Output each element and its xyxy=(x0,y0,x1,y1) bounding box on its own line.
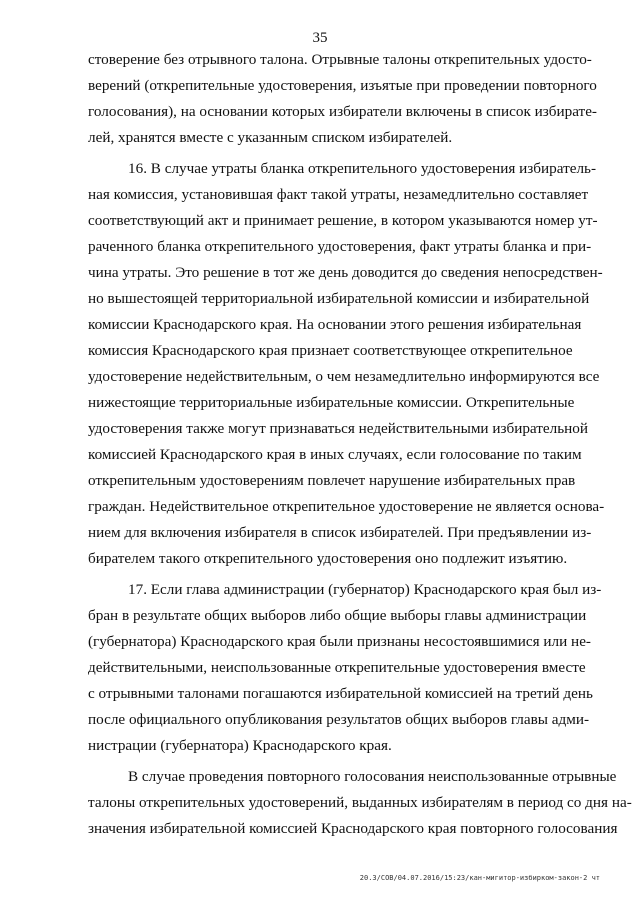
text-line: 16. В случае утраты бланка открепительного удостоверения избиратель- xyxy=(128,160,597,177)
text-line: граждан. Недействительное открепительное удостоверение не является основа- xyxy=(88,498,605,515)
text-line: В случае проведения повторного голосования неиспользованные отрывные xyxy=(128,768,617,785)
text-line: бирателем такого открепительного удостоверения оно подлежит изъятию. xyxy=(88,550,568,567)
text-line: нижестоящие территориальные избирательные комиссии. Открепительные xyxy=(88,394,575,411)
page-number: 35 xyxy=(312,30,328,46)
text-line: бран в результате общих выборов либо общие выборы главы администрации xyxy=(88,607,587,624)
text-line: но вышестоящей территориальной избирательной комиссии и избирательной xyxy=(88,290,590,307)
text-line: голосования), на основании которых избиратели включены в список избирате- xyxy=(88,103,597,120)
text-line: открепительным удостоверениям повлечет нарушение избирательных прав xyxy=(88,472,576,489)
text-line: соответствующий акт и принимает решение, в котором указываются номер ут- xyxy=(88,212,598,229)
text-line: (губернатора) Краснодарского края были признаны несостоявшимися или не- xyxy=(88,633,591,650)
text-line: верений (открепительные удостоверения, изъятые при проведении повторного xyxy=(88,77,597,94)
text-line: после официального опубликования результатов общих выборов главы адми- xyxy=(88,711,590,728)
text-line: нистрации (губернатора) Краснодарского края. xyxy=(88,737,392,754)
footer-code: 20.3/СОВ/04.07.2016/15:23/кан-мигитор-избирком-закон-2 чт xyxy=(359,874,600,882)
text-line: комиссия Краснодарского края признает соответствующее открепительное xyxy=(88,342,573,359)
text-line: нием для включения избирателя в список избирателей. При предъявлении из- xyxy=(88,524,592,541)
text-line: ная комиссия, установившая факт такой утраты, незамедлительно составляет xyxy=(88,186,589,203)
text-line: раченного бланка открепительного удостоверения, факт утраты бланка и при- xyxy=(88,238,592,255)
text-line: удостоверение недействительным, о чем незамедлительно информируются все xyxy=(88,368,600,385)
text-line: чина утраты. Это решение в тот же день доводится до сведения непосредствен- xyxy=(88,264,603,281)
text-line: с отрывными талонами погашаются избирательной комиссией на третий день xyxy=(88,685,593,702)
text-line: стоверение без отрывного талона. Отрывные талоны открепительных удосто- xyxy=(88,51,592,68)
text-line: удостоверения также могут признаваться недействительными избирательной xyxy=(88,420,589,437)
text-line: комиссией Краснодарского края в иных случаях, если голосование по таким xyxy=(88,446,582,463)
text-line: 17. Если глава администрации (губернатор) Краснодарского края был из- xyxy=(128,581,602,598)
text-line: комиссии Краснодарского края. На основании этого решения избирательная xyxy=(88,316,582,333)
text-line: талоны открепительных удостоверений, выданных избирателям в период со дня на- xyxy=(88,794,632,811)
text-line: действительными, неиспользованные открепительные удостоверения вместе xyxy=(88,659,586,676)
text-line: значения избирательной комиссией Краснодарского края повторного голосования xyxy=(88,820,618,837)
text-line: лей, хранятся вместе с указанным списком избирателей. xyxy=(88,129,453,146)
